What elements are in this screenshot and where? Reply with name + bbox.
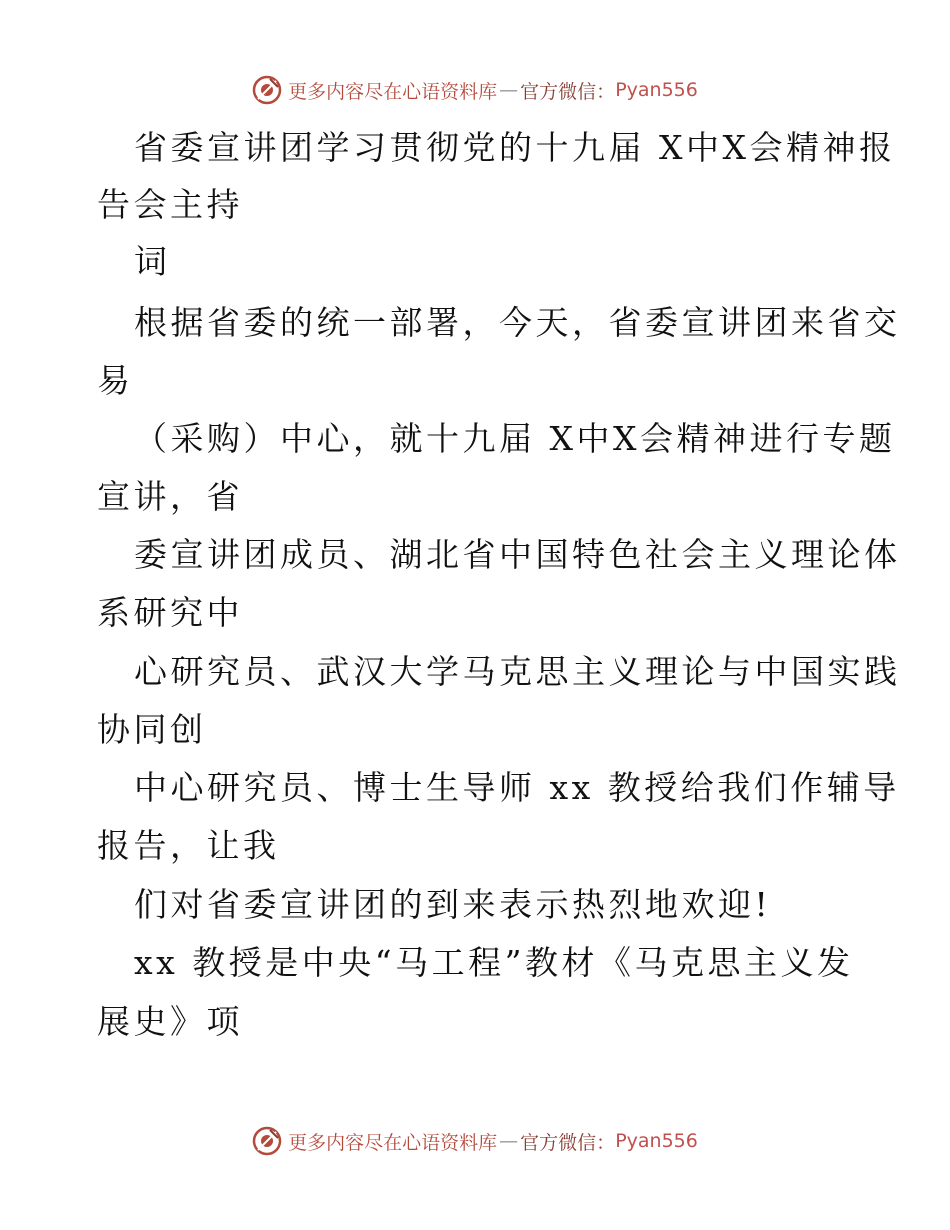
- banner-separator: —: [499, 1130, 519, 1152]
- banner-title: 更多内容尽在心语资料库: [288, 1131, 498, 1154]
- banner-wechat-label: 官方微信：: [520, 80, 616, 103]
- document-line: 中心研究员、博士生导师 xx 教授给我们作辅导: [134, 768, 900, 807]
- document-line: 协同创: [97, 710, 207, 749]
- banner-wechat-id: Pyan556: [615, 79, 698, 101]
- banner-wechat-id: Pyan556: [615, 1130, 698, 1152]
- document-line: （采购）中心，就十九届 X中X会精神进行专题: [134, 419, 896, 458]
- document-line: 们对省委宣讲团的到来表示热烈地欢迎!: [134, 885, 772, 924]
- document-line: 委宣讲团成员、湖北省中国特色社会主义理论体: [134, 535, 901, 574]
- banner-title: 更多内容尽在心语资料库: [288, 80, 498, 103]
- document-line: 省委宣讲团学习贯彻党的十九届 X中X会精神报: [134, 128, 896, 167]
- document-line: 心研究员、武汉大学马克思主义理论与中国实践: [134, 652, 901, 691]
- document-line: 展史》项: [97, 1002, 243, 1041]
- header-banner: [0, 73, 950, 107]
- document-line: 根据省委的统一部署，今天，省委宣讲团来省交: [134, 303, 901, 342]
- banner-wechat-label: 官方微信：: [520, 1131, 616, 1154]
- document-line: 宣讲，省: [97, 477, 243, 516]
- document-line: 告会主持: [97, 185, 243, 224]
- logo-icon: [252, 1126, 282, 1156]
- footer-banner: [0, 1124, 950, 1158]
- document-line: 系研究中: [97, 593, 243, 632]
- document-line: 词: [134, 242, 171, 281]
- logo-icon: [252, 75, 282, 105]
- banner-separator: —: [499, 79, 519, 101]
- document-line: 易: [97, 361, 134, 400]
- document-line: 报告，让我: [97, 826, 280, 865]
- document-line: xx 教授是中央“马工程”教材《马克思主义发: [134, 943, 854, 982]
